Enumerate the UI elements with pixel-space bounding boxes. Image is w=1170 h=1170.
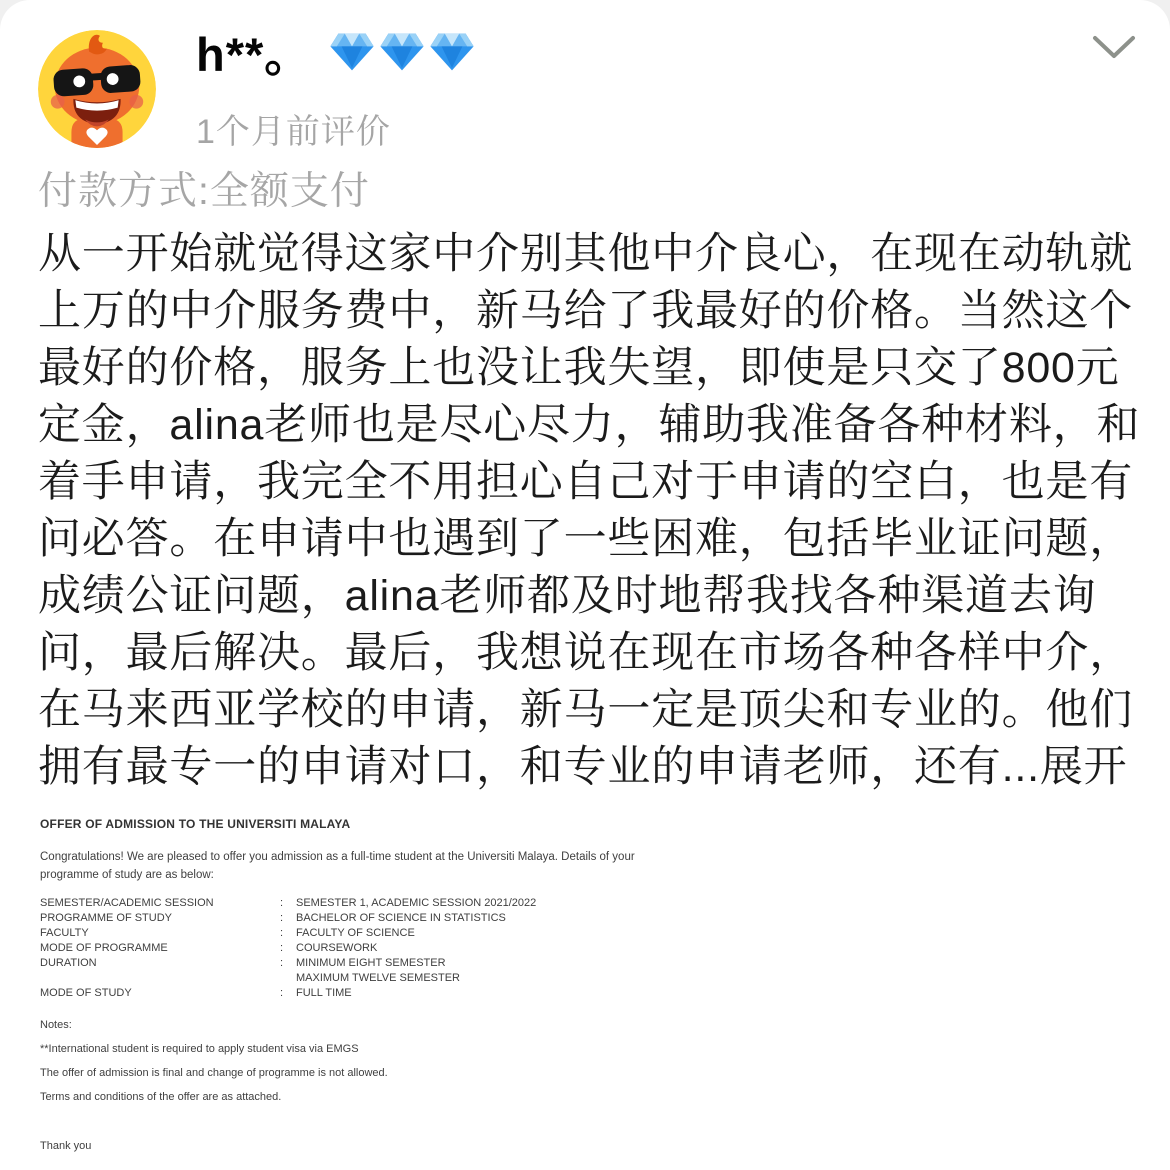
detail-value: SEMESTER 1, ACADEMIC SESSION 2021/2022	[296, 897, 537, 909]
detail-label: MODE OF STUDY	[40, 987, 132, 999]
detail-value: MINIMUM EIGHT SEMESTER	[296, 957, 446, 969]
document-detail-row	[40, 926, 656, 941]
detail-colon: :	[280, 987, 284, 999]
review-text-line: 定金，alina老师也是尽心尽力，辅助我准备各种材料，和	[38, 401, 1141, 449]
review-text-line: 上万的中介服务费中，新马给了我最好的价格。当然这个	[38, 287, 1133, 335]
document-intro: Congratulations! We are pleased to offer you admission as a full-time student at the Universiti Malaya. Details of your programme of study are as below:	[40, 851, 635, 881]
user-block	[196, 26, 478, 153]
document-title: OFFER OF ADMISSION TO THE UNIVERSITI MALAYA	[40, 817, 351, 831]
detail-value: FULL TIME	[296, 987, 352, 999]
document-detail-row	[40, 986, 656, 1001]
document-note: **International student is required to apply student visa via EMGS	[40, 1043, 359, 1055]
review-text-line: 最好的价格，服务上也没让我失望，即使是只交了800元	[38, 344, 1120, 392]
review-text-line: 在马来西亚学校的申请，新马一定是顶尖和专业的。他们	[38, 686, 1133, 734]
review-text	[38, 226, 1148, 796]
detail-colon: :	[280, 942, 284, 954]
detail-colon: :	[280, 912, 284, 924]
document-note: The offer of admission is final and change of programme is not allowed.	[40, 1067, 388, 1079]
review-text-line: 成绩公证问题，alina老师都及时地帮我找各种渠道去询	[38, 572, 1097, 620]
review-text-line	[38, 739, 1148, 796]
detail-label: PROGRAMME OF STUDY	[40, 912, 173, 924]
taobao-mascot-avatar-icon	[38, 30, 156, 148]
review-time: 1个月前评价	[196, 113, 391, 151]
avatar[interactable]	[38, 30, 156, 148]
detail-label	[40, 971, 280, 986]
document-notes	[40, 1042, 656, 1105]
review-last-text: 拥有最专一的申请对口，和专业的申请老师，还有...	[38, 743, 1040, 791]
diamond-icon	[378, 30, 426, 74]
review-text-line: 从一开始就觉得这家中介别其他中介良心，在现在动轨就	[38, 230, 1133, 278]
detail-colon: :	[280, 897, 284, 909]
detail-value: MAXIMUM TWELVE SEMESTER	[296, 972, 461, 984]
document-detail-row	[40, 941, 656, 956]
review-text-line: 问，最后解决。最后，我想说在现在市场各种各样中介，	[38, 629, 1133, 677]
document-detail-row	[40, 896, 656, 911]
detail-colon: :	[280, 927, 284, 939]
chevron-down-icon[interactable]	[1092, 34, 1136, 62]
detail-value: FACULTY OF SCIENCE	[296, 927, 415, 939]
review-text-line: 着手申请，我完全不用担心自己对于申请的空白，也是有	[38, 458, 1133, 506]
detail-label: SEMESTER/ACADEMIC SESSION	[40, 897, 214, 909]
detail-colon: :	[280, 957, 284, 969]
payment-method: 付款方式:全额支付	[38, 170, 370, 213]
document-notes-label: Notes:	[40, 1019, 72, 1031]
attached-document-image[interactable]	[40, 817, 656, 1154]
document-note: Terms and conditions of the offer are as attached.	[40, 1091, 282, 1103]
diamond-icon	[428, 30, 476, 74]
username: h**。	[196, 28, 313, 81]
member-level-diamonds	[328, 30, 478, 74]
detail-label: FACULTY	[40, 927, 89, 939]
detail-colon	[280, 971, 296, 986]
detail-label: MODE OF PROGRAMME	[40, 942, 168, 954]
diamond-icon	[328, 30, 376, 74]
detail-label: DURATION	[40, 957, 97, 969]
document-detail-row	[40, 956, 656, 971]
detail-value: BACHELOR OF SCIENCE IN STATISTICS	[296, 912, 506, 924]
review-text-line: 问必答。在申请中也遇到了一些困难，包括毕业证问题，	[38, 515, 1133, 563]
document-detail-row	[40, 971, 656, 986]
detail-value: COURSEWORK	[296, 942, 378, 954]
expand-link[interactable]: 展开	[1039, 743, 1128, 791]
document-detail-row	[40, 911, 656, 926]
document-closing: Thank you	[40, 1140, 92, 1152]
document-details-table	[40, 896, 656, 1001]
